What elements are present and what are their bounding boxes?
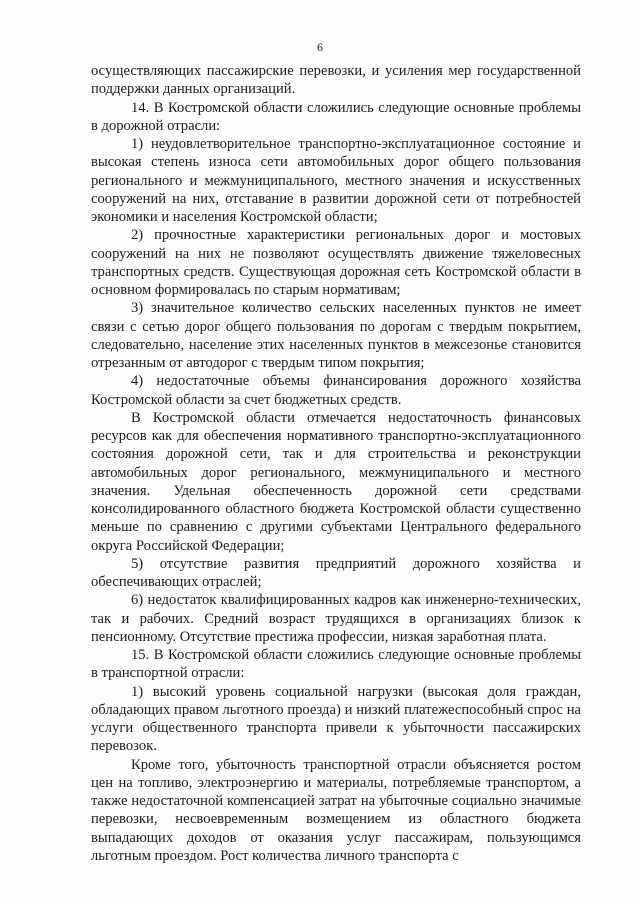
paragraph-item-2: 2) прочностные характеристики региональных дорог и мостовых сооружений на них не позволяют осуществлять движение тяжеловесных транспортных средств. Существующая дорожная сеть Костромской области в основном формировалась по старым нормативам; — [91, 227, 581, 298]
paragraph-unprofitability: Кроме того, убыточность транспортной отрасли объясняется ростом цен на топливо, электроэнергию и материалы, потребляемые транспортом, а также недостаточной компенсацией затрат на убыточные социально значимые перевозки, несвоевременным возмещением из областного бюджета выпадающих доходов от оказания услуг пассажирам, пользующимся льготным проездом. Рост количества личного транспорта с — [91, 756, 581, 864]
paragraph-item-4: 4) недостаточные объемы финансирования дорожного хозяйства Костромской области за счет бюджетных средств. — [91, 373, 581, 408]
paragraph-transport-item-1: 1) высокий уровень социальной нагрузки (высокая доля граждан, обладающих правом льготного проезда) и низкий платежеспособный спрос на услуги общественного транспорта привели к убыточности пассажирских перевозок. — [91, 683, 581, 755]
paragraph-continuation: осуществляющих пассажирские перевозки, и усиления мер государственной поддержки данных организаций. — [91, 63, 581, 98]
body-text — [91, 62, 581, 865]
paragraph-item-1: 1) неудовлетворительное транспортно-эксплуатационное состояние и высокая степень износа сети автомобильных дорог общего пользования регионального и межмуниципального, местного значения и искусственных сооружений на них, отставание в развитии дорожной сети от потребностей экономики и населения Костромской области; — [91, 136, 581, 225]
paragraph-14-heading: 14. В Костромской области сложились следующие основные проблемы в дорожной отрасли: — [91, 99, 581, 134]
paragraph-item-6: 6) недостаток квалифицированных кадров как инженерно-технических, так и рабочих. Средний возраст трудящихся в организациях близок к пенсионному. Отсутствие престижа профессии, низкая заработная плата. — [91, 592, 581, 645]
paragraph-15-heading: 15. В Костромской области сложились следующие основные проблемы в транспортной отрасли: — [91, 647, 581, 682]
paragraph-item-3: 3) значительное количество сельских населенных пунктов не имеет связи с сетью дорог общего пользования по дорогам с твердым покрытием, следовательно, население этих населенных пунктов в межсезонье становится отрезанным от автодорог с твердым типом покрытия; — [91, 300, 581, 371]
paragraph-item-5: 5) отсутствие развития предприятий дорожного хозяйства и обеспечивающих отраслей; — [91, 555, 581, 590]
page-number: 6 — [317, 40, 323, 54]
paragraph-financing: В Костромской области отмечается недостаточность финансовых ресурсов как для обеспечения нормативного транспортно-эксплуатационного состояния дорожной сети, так и для строительства и реконструкции автомобильных дорог регионального, межмуниципального и местного значения. Удельная обеспеченность дорожной сети средствами консолидированного областного бюджета Костромской области существенно меньше по сравнению с другими субъектами Центрального федерального округа Российской Федерации; — [91, 409, 581, 554]
